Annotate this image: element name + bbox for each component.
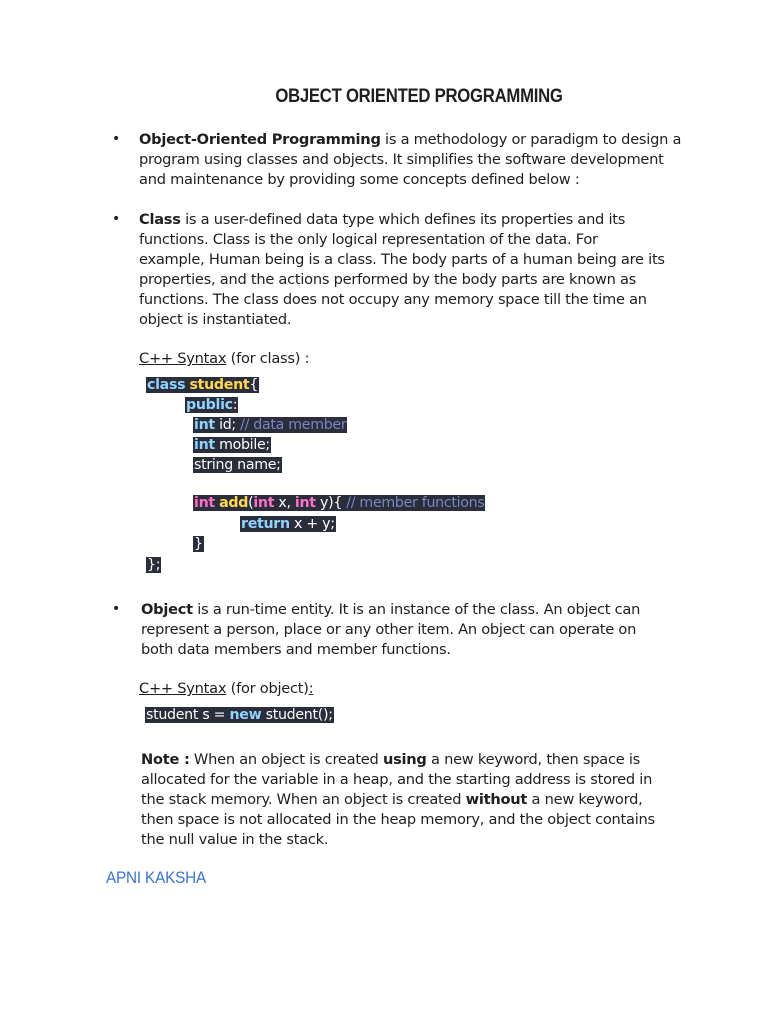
keyword: int [194, 495, 215, 511]
class-term: Class [139, 211, 181, 228]
syntax-link-text: C++ Syntax [139, 680, 227, 697]
function-name: add [219, 495, 249, 511]
bullet-icon: • [112, 131, 121, 147]
code-line-7 [240, 515, 336, 533]
object-line-1: is a run-time entity. It is an instance of the class. An object can [192, 601, 641, 618]
code-line-8 [193, 535, 204, 553]
keyword: int [194, 417, 215, 433]
note-line-5: the null value in the stack. [141, 831, 329, 848]
class-paragraph [139, 210, 699, 330]
access-specifier: public [186, 397, 233, 413]
object-syntax-label [139, 680, 313, 697]
page-title: OBJECT ORIENTED PROGRAMMING [275, 86, 563, 107]
code-line-4 [193, 436, 271, 454]
intro-line-2: program using classes and objects. It simplifies the software development [139, 151, 664, 168]
keyword: int [253, 495, 275, 511]
code-line-6 [193, 494, 485, 512]
class-line-2: functions. Class is the only logical representation of the data. For [139, 231, 598, 248]
class-line-6: object is instantiated. [139, 311, 292, 328]
note-line-4: then space is not allocated in the heap memory, and the object contains [141, 811, 655, 828]
keyword: int [294, 495, 316, 511]
code-text: y){ [315, 495, 347, 511]
keyword: new [229, 707, 262, 723]
code-text: student s = [146, 707, 230, 723]
note-paragraph [141, 750, 701, 850]
class-line-4: properties, and the actions performed by the body parts are known as [139, 271, 637, 288]
object-term: Object [141, 601, 193, 618]
note-emphasis: using [382, 751, 427, 768]
keyword: int [194, 437, 215, 453]
class-line-1: is a user-defined data type which defines its properties and its [180, 211, 626, 228]
colon: : [232, 397, 238, 413]
code-text: }; [147, 557, 161, 573]
code-text: x + y; [289, 516, 335, 532]
intro-paragraph [139, 130, 699, 190]
object-code-line [145, 706, 334, 724]
keyword: return [241, 516, 290, 532]
code-line-1 [146, 376, 259, 394]
code-text: id; [214, 417, 241, 433]
intro-line-1: is a methodology or paradigm to design a [380, 131, 682, 148]
code-line-3 [193, 416, 347, 434]
note-text: the stack memory. When an object is created [141, 791, 466, 808]
class-syntax-label [139, 350, 309, 367]
note-text: When an object is created [189, 751, 383, 768]
class-name: student [189, 377, 250, 393]
code-text: string name; [194, 457, 281, 473]
code-line-2 [185, 396, 238, 414]
code-text: student(); [261, 707, 333, 723]
code-text: ( [248, 495, 254, 511]
bullet-icon: • [112, 211, 121, 227]
code-comment: // member functions [346, 495, 485, 511]
object-line-3: both data members and member functions. [141, 641, 451, 658]
note-line-2: allocated for the variable in a heap, and the starting address is stored in [141, 771, 653, 788]
code-text: x, [274, 495, 295, 511]
note-text: a new keyword, [527, 791, 643, 808]
code-line-5 [193, 456, 282, 474]
class-line-3: example, Human being is a class. The body parts of a human being are its [139, 251, 665, 268]
syntax-qualifier: (for class) : [226, 350, 310, 367]
syntax-link-text: C++ Syntax [139, 350, 227, 367]
class-line-5: functions. The class does not occupy any memory space till the time an [139, 291, 647, 308]
footer-brand: APNI KAKSHA [106, 868, 207, 887]
code-text: } [194, 536, 203, 552]
note-text: a new keyword, then space is [426, 751, 641, 768]
intro-term: Object-Oriented Programming [139, 131, 381, 148]
brace: { [249, 377, 259, 393]
code-text: mobile; [214, 437, 270, 453]
code-line-9 [146, 556, 161, 574]
bullet-icon: • [112, 601, 121, 617]
object-paragraph [141, 600, 701, 660]
object-line-2: represent a person, place or any other item. An object can operate on [141, 621, 637, 638]
code-comment: // data member [240, 417, 347, 433]
syntax-qualifier: (for object) [226, 680, 309, 697]
keyword: class [147, 377, 186, 393]
note-emphasis: without [465, 791, 528, 808]
note-label: Note : [141, 751, 190, 768]
syntax-colon: : [308, 680, 314, 697]
intro-line-3: and maintenance by providing some concepts defined below : [139, 171, 580, 188]
